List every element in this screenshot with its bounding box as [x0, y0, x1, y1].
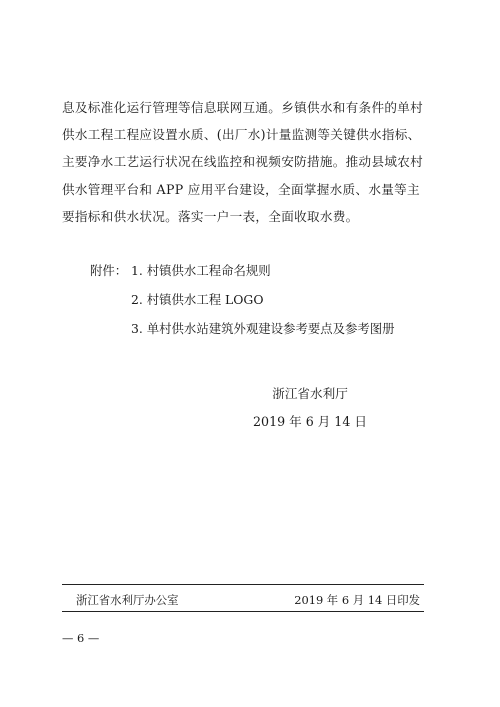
page-number: — 6 — [62, 631, 100, 645]
attachment-item-text: 3. 单村供水站建筑外观建设参考要点及参考图册 [131, 321, 395, 336]
footer-issuer: 浙江省水利厅办公室 [76, 593, 179, 607]
signature-block [240, 380, 380, 436]
body-paragraph [62, 94, 452, 230]
body-line: 供水工程工程应设置水质、(出厂水)计量监测等关键供水指标、 [62, 127, 421, 143]
body-line: 息及标准化运行管理等信息联网互通。乡镇供水和有条件的单村 [62, 100, 424, 115]
attachment-item [90, 256, 395, 285]
body-line: 要指标和供水状况。落实一户一表，全面收取水费。 [62, 208, 359, 224]
footer-divider-bottom [62, 611, 424, 612]
attachment-item [90, 314, 395, 343]
attachment-item-text: 1. 村镇供水工程命名规则 [131, 263, 271, 278]
body-line: 供水管理平台和 APP 应用平台建设，全面掌握水质、水量等主 [62, 181, 420, 197]
signature-date: 2019 年 6 月 14 日 [253, 414, 367, 429]
signature-organization: 浙江省水利厅 [272, 386, 348, 401]
body-line: 主要净水工艺运行状况在线监控和视频安防措施。推动县域农村 [62, 154, 424, 170]
attachments-label: 附件： [90, 263, 128, 278]
attachment-item-text: 2. 村镇供水工程 LOGO [131, 292, 264, 307]
attachment-item [90, 285, 395, 314]
footer-print-date: 2019 年 6 月 14 日印发 [294, 593, 420, 607]
attachments-list [90, 256, 395, 343]
footer-divider-top [62, 584, 424, 585]
